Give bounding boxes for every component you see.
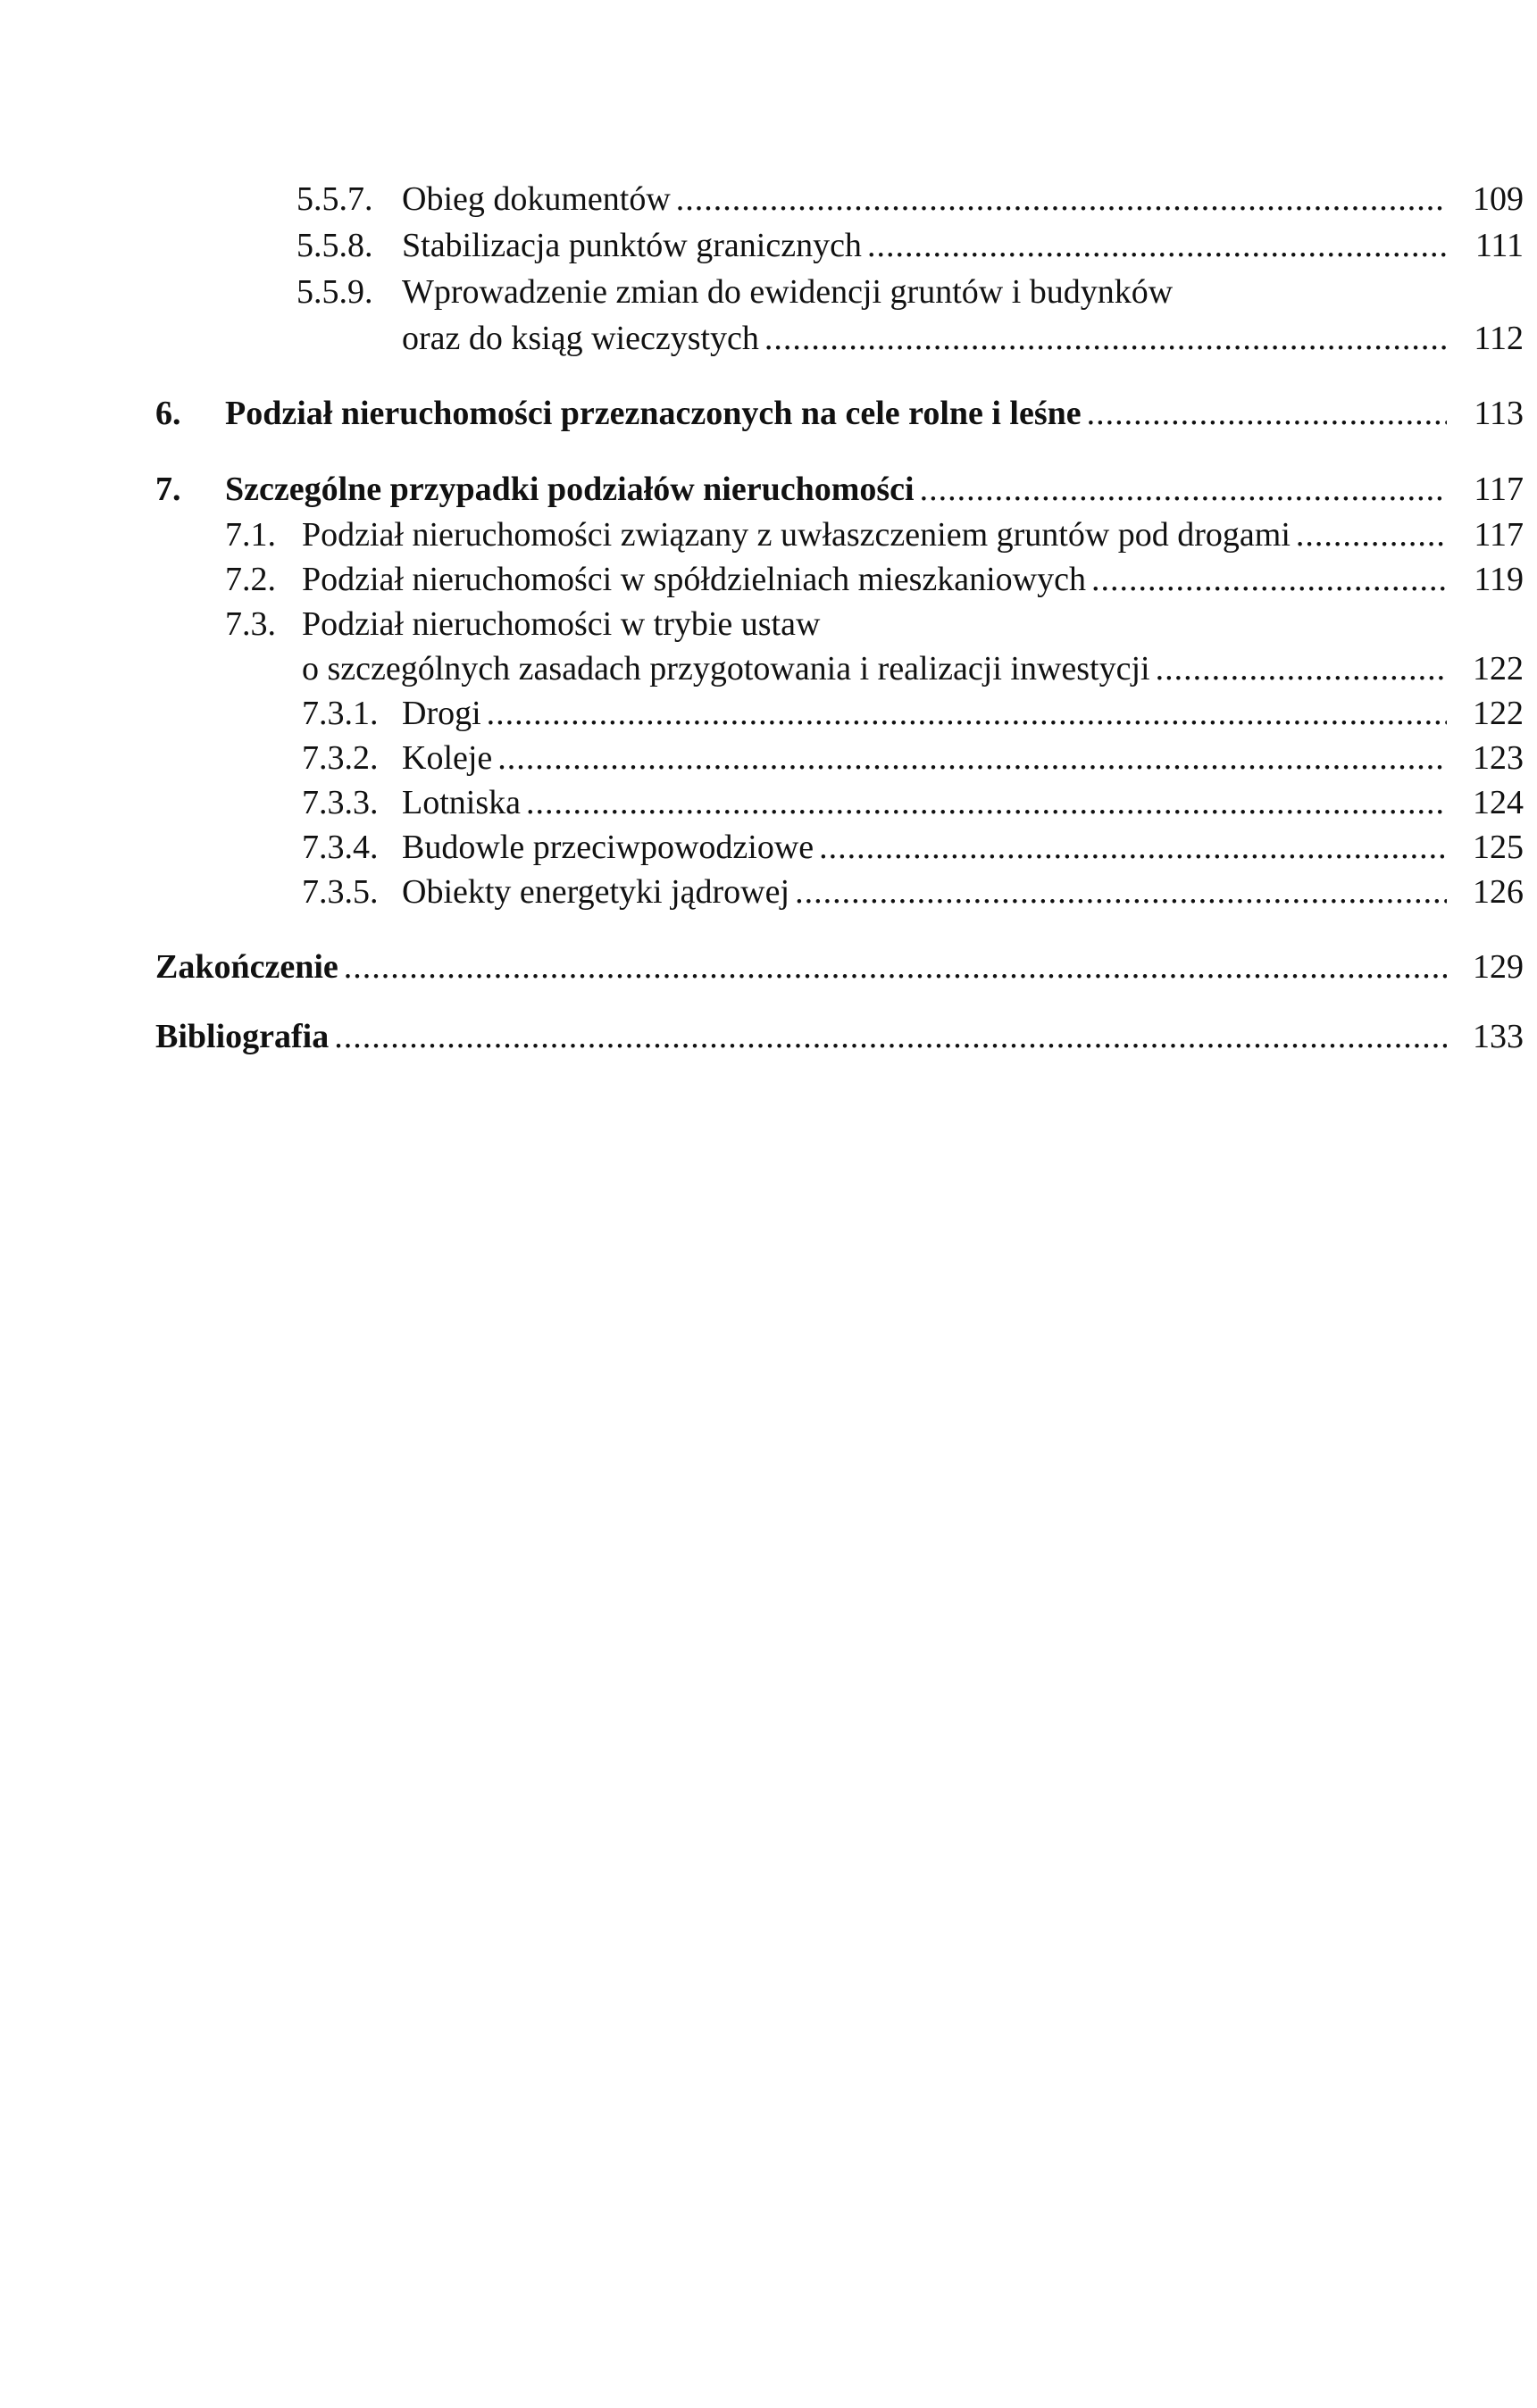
toc-entry-page: 133 (1473, 1018, 1524, 1055)
toc-entry-title: Podział nieruchomości związany z uwłaszczeniem gruntów pod drogami (302, 516, 1291, 554)
toc-entry-number: 5.5.8. (297, 227, 373, 264)
toc-entry-title: Podział nieruchomości przeznaczonych na cele rolne i leśne (225, 395, 1082, 432)
toc-entry-page: 124 (1473, 784, 1524, 821)
toc-entry-7-3-4 (302, 827, 1524, 868)
dot-leader (344, 946, 1447, 987)
toc-entry-page: 122 (1473, 695, 1524, 732)
toc-entry-number: 6. (155, 395, 181, 432)
dot-leader (1156, 648, 1447, 689)
toc-entry-5-5-9-first-line (297, 271, 1173, 312)
toc-entry-title: Koleje (402, 739, 493, 777)
toc-entry-page: 117 (1474, 471, 1524, 508)
toc-entry-title: oraz do ksiąg wieczystych (402, 320, 759, 357)
toc-entry-7-3-first-line (225, 604, 820, 645)
toc-entry-7-3 (302, 648, 1524, 689)
toc-entry-title: Podział nieruchomości w spółdzielniach mieszkaniowych (302, 561, 1086, 598)
toc-entry-number: 7.1. (225, 516, 276, 554)
toc-entry-title: Bibliografia (155, 1018, 330, 1055)
toc-entry-page: 109 (1473, 180, 1524, 218)
toc-entry-page: 126 (1473, 873, 1524, 911)
dot-leader (819, 827, 1447, 868)
toc-entry-page: 112 (1474, 320, 1524, 357)
toc-entry-title: Zakończenie (155, 948, 338, 986)
toc-entry-5-5-9 (402, 318, 1524, 359)
dot-leader (867, 225, 1447, 266)
dot-leader (497, 737, 1447, 779)
toc-entry-number: 5.5.7. (297, 180, 373, 218)
toc-entry-number: 7.3.1. (302, 695, 379, 732)
dot-leader (764, 318, 1447, 359)
dot-leader (676, 179, 1447, 220)
toc-entry-page: 123 (1473, 739, 1524, 777)
dot-leader (1296, 514, 1447, 555)
toc-entry-title-line1: Podział nieruchomości w trybie ustaw (302, 605, 821, 643)
toc-entry-page: 125 (1473, 829, 1524, 866)
toc-entry-page: 111 (1474, 227, 1524, 264)
toc-entry-number: 7.2. (225, 561, 276, 598)
toc-entry-title: Lotniska (402, 784, 521, 821)
toc-entry-number: 5.5.9. (297, 273, 373, 311)
toc-entry-7-3-1 (302, 693, 1524, 734)
toc-entry-title: Obieg dokumentów (402, 180, 671, 218)
toc-entry-number: 7.3.4. (302, 829, 379, 866)
toc-entry-7-3-3 (302, 782, 1524, 823)
toc-entry-title: Obiekty energetyki jądrowej (402, 873, 790, 911)
toc-entry-7-3-5 (302, 871, 1524, 912)
toc-entry-5-5-8 (297, 225, 1524, 266)
toc-entry-number: 7.3.5. (302, 873, 379, 911)
toc-entry-number: 7.3.2. (302, 739, 379, 777)
dot-leader (795, 871, 1447, 912)
dot-leader (920, 469, 1447, 510)
toc-entry-bibliografia (155, 1016, 1524, 1057)
toc-entry-5-5-7 (297, 179, 1524, 220)
toc-entry-7-3-2 (302, 737, 1524, 779)
dot-leader (1087, 393, 1447, 434)
toc-entry-title: Drogi (402, 695, 481, 732)
toc-entry-number: 7. (155, 471, 181, 508)
toc-entry-page: 117 (1474, 516, 1524, 554)
toc-entry-zakonczenie (155, 946, 1524, 987)
toc-entry-7-2 (225, 559, 1524, 600)
toc-entry-title: o szczególnych zasadach przygotowania i realizacji inwestycji (302, 650, 1150, 687)
toc-entry-title: Stabilizacja punktów granicznych (402, 227, 862, 264)
toc-entry-title-line1: Wprowadzenie zmian do ewidencji gruntów i budynków (402, 273, 1174, 311)
dot-leader (334, 1016, 1447, 1057)
dot-leader (526, 782, 1447, 823)
toc-entry-title: Szczególne przypadki podziałów nieruchomości (225, 471, 915, 508)
toc-entry-7-1 (225, 514, 1524, 555)
toc-entry-page: 129 (1473, 948, 1524, 986)
toc-entry-number: 7.3.3. (302, 784, 379, 821)
toc-entry-number: 7.3. (225, 605, 276, 643)
toc-entry-page: 122 (1473, 650, 1524, 687)
toc-entry-title: Budowle przeciwpowodziowe (402, 829, 814, 866)
dot-leader (1091, 559, 1447, 600)
toc-entry-7 (155, 469, 1524, 510)
dot-leader (487, 693, 1447, 734)
toc-entry-page: 113 (1474, 395, 1524, 432)
toc-entry-6 (155, 393, 1524, 434)
toc-entry-page: 119 (1474, 561, 1524, 598)
